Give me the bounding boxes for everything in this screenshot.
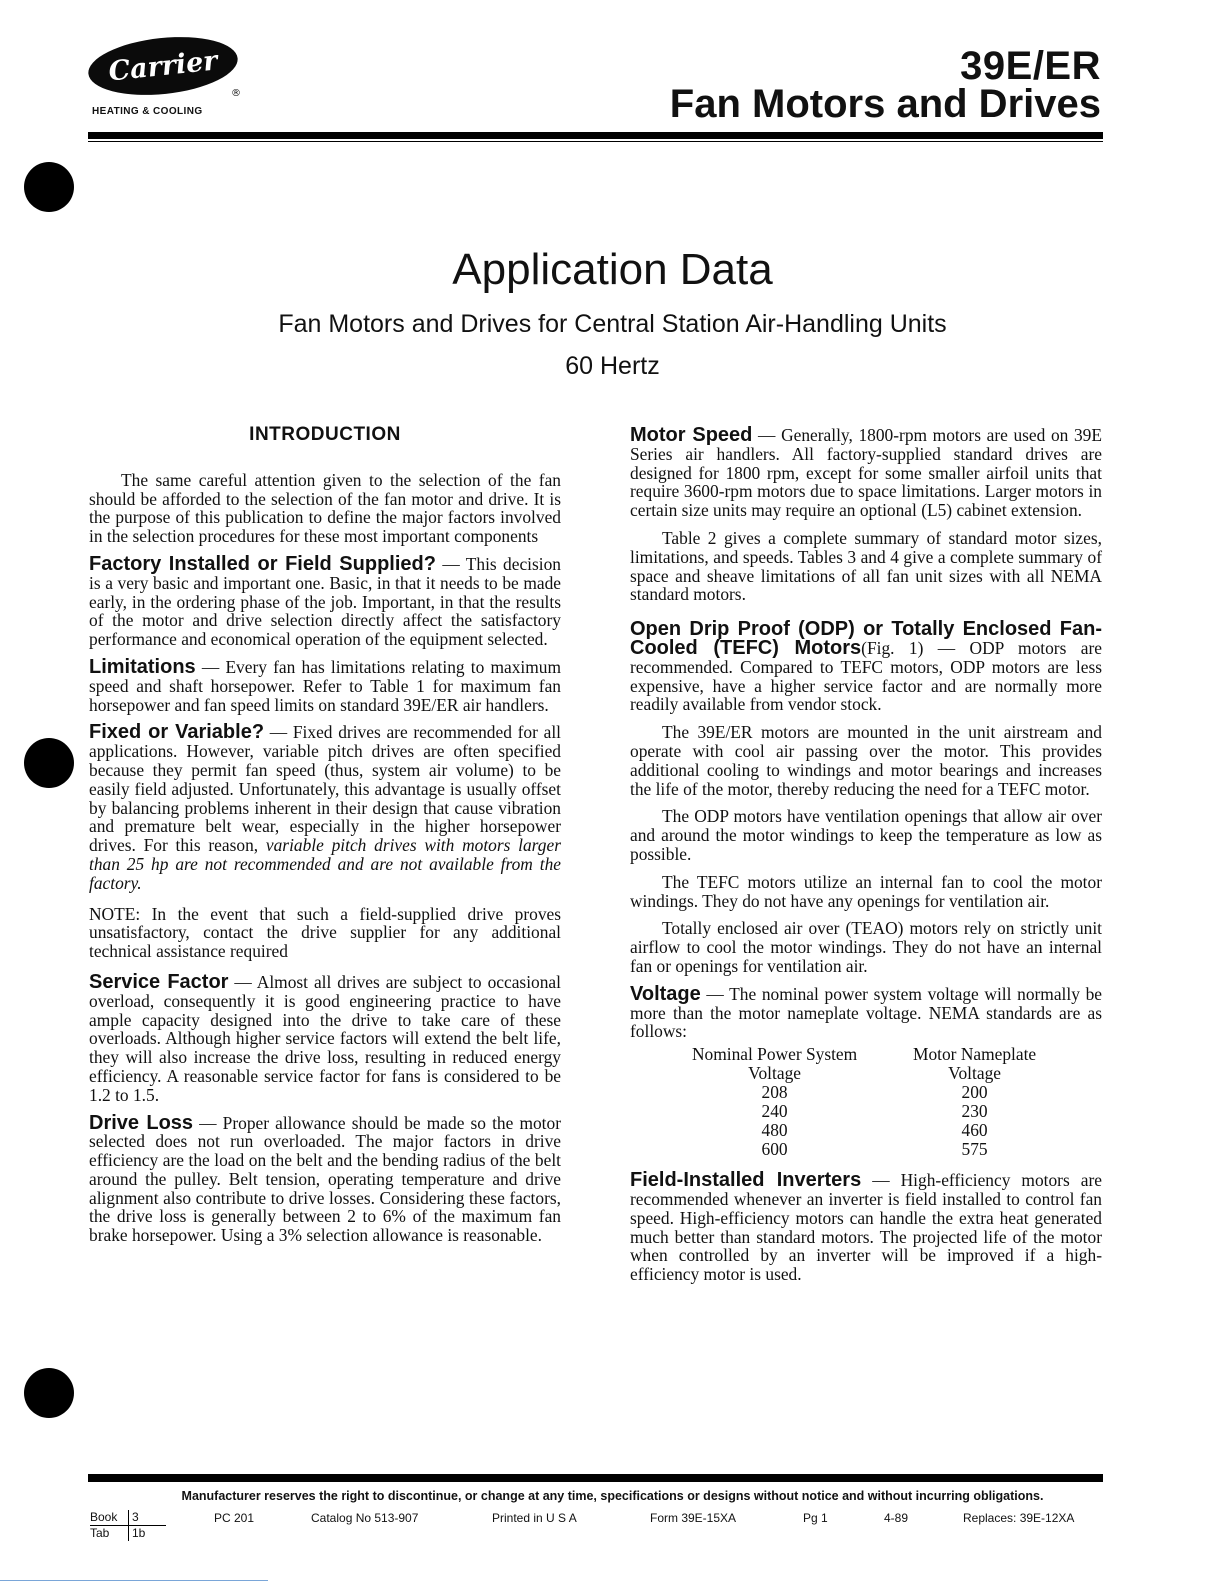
motor-speed-body: Generally, 1800-rpm motors are used on 39E Series air handlers. All factory-supplied standard drives are designed for 1800 rpm, except for some smaller airfoil units that require 3600-rpm motors due to space limitations. Larger motors in certain size units may require an optional (L5) cabinet extension.: [630, 425, 1102, 521]
book-tab-box: [90, 1510, 166, 1541]
footer-page: Pg 1: [803, 1511, 828, 1525]
table-row: [660, 1083, 1060, 1102]
factory-heading: Factory Installed or Field Supplied?: [89, 552, 436, 575]
voltage-section: Voltage — The nominal power system voltage will normally be more than the motor nameplate voltage. NEMA standards are as follows:: [630, 982, 1102, 1042]
odp-section: [630, 620, 1102, 714]
footer-pc: PC 201: [214, 1511, 255, 1525]
teao-paragraph: Totally enclosed air over (TEAO) motors rely on strictly unit airflow to cool the motor windings. They do not have an internal fan or openings for ventilation air.: [630, 918, 1102, 976]
footer-date: 4-89: [884, 1511, 909, 1525]
motor-speed-section: Motor Speed — Generally, 1800-rpm motors are used on 39E Series air handlers. All factory-supplied standard drives are designed for 1800 rpm, except for some smaller airfoil units that require 3600-rpm motors due to space limitations. Larger motors in certain size units may require an optional (L5) cabinet extension.: [630, 424, 1102, 521]
drive-loss-heading: Drive Loss: [89, 1111, 194, 1134]
voltage-col1-subheader: Voltage: [748, 1063, 801, 1084]
footer-form: Form 39E-15XA: [650, 1511, 737, 1525]
logo-tagline: HEATING & COOLING: [92, 106, 203, 117]
document-title: Fan Motors and Drives: [669, 82, 1101, 126]
service-factor-body: Almost all drives are subject to occasional overload, consequently it is good engineering practice to have ample capacity designed into the drive to take care of these overloads. Although higher service factors will extend the belt life, they will also increase the drive loss, resulting in reduced energy efficiency. A reasonable service factor for fans is considered to be 1.2 to 1.5.: [89, 971, 561, 1105]
voltage-body: The nominal power system voltage will normally be more than the motor nameplate voltage. NEMA standards are as follows:: [630, 983, 1102, 1042]
logo-oval: [85, 30, 240, 101]
page-title: Application Data: [452, 245, 773, 294]
table-row: [660, 1140, 1060, 1159]
nameplate-voltage: 575: [961, 1139, 988, 1160]
footer-catalog: Catalog No 513-907: [311, 1511, 419, 1525]
book-value: 3: [128, 1510, 162, 1525]
voltage-col1-header: Nominal Power System: [691, 1044, 858, 1065]
nameplate-voltage: 230: [961, 1101, 988, 1122]
factory-section: Factory Installed or Field Supplied? — This decision is a very basic and important one. Basic, in that it needs to be made early, in the ordering phase of the job. Important, in that the results of the motor and drive selection directly affect the satisfactory performance and economical operation of the equipment selected.: [89, 552, 561, 650]
system-voltage: 600: [761, 1139, 788, 1160]
fixed-variable-heading: Fixed or Variable?: [89, 721, 265, 744]
binder-hole-middle: [24, 738, 74, 788]
motor-speed-heading: Motor Speed: [630, 424, 753, 446]
model-number: 39E/ER: [960, 44, 1101, 88]
frequency-label: 60 Hertz: [565, 352, 660, 380]
tefc-paragraph: The TEFC motors utilize an internal fan to cool the motor windings. They do not have any openings for ventilation air.: [630, 871, 1102, 911]
voltage-col2-subheader: Voltage: [948, 1063, 1001, 1084]
scan-edge-line: [0, 1580, 268, 1581]
voltage-col2-header: Motor Nameplate: [913, 1044, 1037, 1065]
limitations-heading: Limitations: [89, 655, 196, 678]
header-rule: [88, 132, 1103, 139]
system-voltage: 240: [761, 1101, 788, 1122]
inverters-body: High-efficiency motors are recommended whenever an inverter is field installed to control fan speed. High-efficiency motors can handle the extra heat generated much better than standard motors. The projected life of the motor when controlled by an inverter will be improved if a high-efficiency motor is used.: [630, 1170, 1102, 1285]
table2-paragraph: Table 2 gives a complete summary of standard motor sizes, limitations, and speeds. Tables 3 and 4 give a complete summary of space and sheave limitations of all fan unit sizes with all NEMA standard motors.: [630, 527, 1102, 605]
service-factor-heading: Service Factor: [89, 970, 229, 993]
left-column: [89, 426, 561, 1254]
logo-text: Carrier: [107, 44, 219, 88]
drive-loss-body: Proper allowance should be made so the motor selected does not run overloaded. The major factors in drive efficiency are the load on the belt and the bending radius of the belt around the pulley. Belt tension, operating temperature and drive alignment also contribute to drive losses. Considering these factors, the drive loss is generally between 2 to 6% of the maximum fan brake horsepower. Using a 3% selection allowance is reasonable.: [89, 1112, 561, 1246]
table-row: [660, 1102, 1060, 1121]
binder-hole-top: [24, 162, 74, 212]
tab-label: Tab: [90, 1526, 110, 1540]
footer-disclaimer: Manufacturer reserves the right to discontinue, or change at any time, specifications or designs without notice and without incurring obligations.: [181, 1489, 1044, 1503]
inverters-section: Field-Installed Inverters — High-efficiency motors are recommended whenever an inverter is field installed to control fan speed. High-efficiency motors can handle the extra heat generated much better than standard motors. The projected life of the motor when controlled by an inverter will be improved if a high-efficiency motor is used.: [630, 1169, 1102, 1285]
footer-printed: Printed in U S A: [492, 1511, 577, 1525]
odp-ventilation-paragraph: The ODP motors have ventilation openings that allow air over and around the motor windings to keep the temperature as low as possible.: [630, 806, 1102, 864]
registered-mark: ®: [231, 88, 241, 99]
tab-value: 1b: [128, 1526, 162, 1541]
system-voltage: 208: [761, 1082, 788, 1103]
introduction-heading: INTRODUCTION: [249, 424, 401, 445]
nameplate-voltage: 460: [961, 1120, 988, 1141]
fixed-variable-body: Fixed drives are recommended for all applications. However, variable pitch drives are often specified because they permit fan speed (thus, system air volume) to be easily field adjusted. Unfortunately, this advantage is usually offset by balancing problems inherent in their design that cause vibration and premature belt wear, especially in the higher horsepower drives. For this reason,: [89, 722, 561, 856]
drive-loss-section: Drive Loss — Proper allowance should be made so the motor selected does not run overloaded. The major factors in drive efficiency are the load on the belt and the bending radius of the belt around the pulley. Belt tension, operating temperature and drive alignment also contribute to drive losses. Considering these factors, the drive loss is generally between 2 to 6% of the maximum fan brake horsepower. Using a 3% selection allowance is reasonable.: [89, 1111, 561, 1246]
odp-figure-ref: (Fig. 1) —: [861, 637, 956, 658]
note-paragraph: NOTE: In the event that such a field-supplied drive proves unsatisfactory, contact the drive supplier for any additional technical assistance required: [89, 903, 561, 962]
carrier-logo: [88, 38, 248, 117]
nameplate-voltage: 200: [961, 1082, 988, 1103]
odp-heading: Open Drip Proof (ODP) or Totally Enclosed Fan-Cooled (TEFC) Motors: [630, 618, 1102, 659]
table-row: [660, 1121, 1060, 1140]
page-subtitle: Fan Motors and Drives for Central Station Air-Handling Units: [278, 310, 947, 338]
footer-rule: [88, 1474, 1103, 1482]
mounted-paragraph: The 39E/ER motors are mounted in the unit airstream and operate with cool air passing over the motor. This provides additional cooling to windings and motor bearings and increases the life of the motor, thereby reducing the need for a TEFC motor.: [630, 722, 1102, 799]
limitations-body: Every fan has limitations relating to maximum speed and shaft horsepower. Refer to Table 1 for maximum fan horsepower and fan speed limits on standard 39E/ER air handlers.: [89, 656, 561, 715]
service-factor-section: Service Factor — Almost all drives are subject to occasional overload, consequently it is good engineering practice to have ample capacity designed into the drive to take care of these overloads. Although higher service factors will extend the belt life, they will also increase the drive loss, resulting in reduced energy efficiency. A reasonable service factor for fans is considered to be 1.2 to 1.5.: [89, 970, 561, 1105]
header-rule-thin: [88, 141, 1103, 142]
footer-replaces: Replaces: 39E-12XA: [963, 1511, 1075, 1525]
odp-body: ODP motors are recommended. Compared to TEFC motors, ODP motors are less expensive, have a higher service factor and are normally more readily available from vendor stock.: [630, 637, 1102, 715]
limitations-section: Limitations — Every fan has limitations relating to maximum speed and shaft horsepower. Refer to Table 1 for maximum fan horsepower and fan speed limits on standard 39E/ER air handlers.: [89, 655, 561, 715]
system-voltage: 480: [761, 1120, 788, 1141]
voltage-heading: Voltage: [630, 982, 701, 1005]
inverters-heading: Field-Installed Inverters: [630, 1169, 862, 1192]
binder-hole-bottom: [24, 1368, 74, 1418]
voltage-table: [660, 1045, 1060, 1159]
right-column: [630, 426, 1102, 1293]
book-label: Book: [90, 1510, 118, 1524]
factory-body: This decision is a very basic and important one. Basic, in that it needs to be made early, in the ordering phase of the job. Important, in that the results of the motor and drive selection directly affect the satisfactory performance and economical operation of the equipment selected.: [89, 553, 561, 650]
intro-paragraph: The same careful attention given to the selection of the fan should be afforded to the selection of the fan motor and drive. It is the purpose of this publication to define the major factors involved in the selection procedures for these most important components: [89, 469, 561, 547]
fixed-variable-italic: variable pitch drives with motors larger than 25 hp are not recommended and are not available from the factory.: [89, 835, 561, 893]
fixed-variable-section: Fixed or Variable? — Fixed drives are recommended for all applications. However, variable pitch drives are often specified because they permit fan speed (thus, system air volume) to be easily field adjusted. Unfortunately, this advantage is usually offset by balancing problems inherent in their design that cause vibration and premature belt wear, especially in the higher horsepower drives. For this reason, variable pitch drives with motors larger than 25 hp are not recommended and are not available from the factory.: [89, 721, 561, 893]
